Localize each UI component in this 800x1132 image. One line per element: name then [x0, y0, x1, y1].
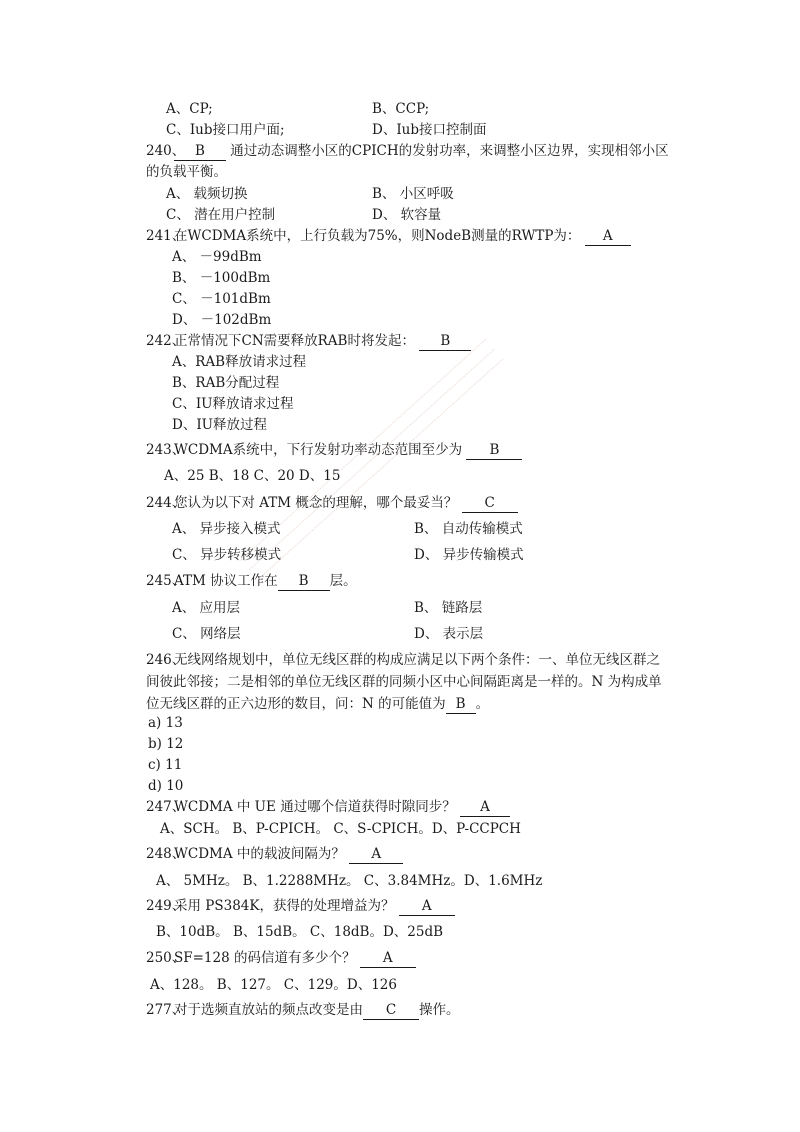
q240-option-d: D、 软容量 — [372, 207, 442, 223]
q240-answer: B — [174, 142, 226, 161]
q246-option-d: d) 10 — [148, 778, 184, 794]
q244-option-a: A、 异步接入模式 — [172, 521, 281, 537]
q240-option-a: A、 载频切换 — [166, 186, 248, 202]
q243-stem — [174, 440, 522, 460]
q243-options: A、25 B、18 C、20 D、15 — [164, 468, 341, 484]
q246-text-post: 。 — [475, 696, 490, 712]
q250-answer: A — [360, 949, 416, 968]
q248-text: WCDMA 中的载波间隔为？ — [174, 846, 345, 862]
q249-stem — [174, 896, 455, 916]
q246-text-2: 间彼此邻接；二是相邻的单位无线区群的同频小区中心间隔距离是一样的。N 为构成单 — [146, 674, 662, 690]
q244-number: 244、 — [146, 495, 186, 511]
q250-text: SF=128 的码信道有多少个？ — [174, 950, 356, 966]
q241-option-a: A、 －99dBm — [172, 249, 262, 265]
q245-answer: B — [278, 572, 330, 591]
q277-text-pre: 对于选频直放站的频点改变是由 — [174, 1002, 363, 1018]
q239-option-d: D、Iub接口控制面 — [372, 122, 487, 138]
q245-option-c: C、 网络层 — [172, 626, 241, 642]
q242-stem — [174, 331, 471, 351]
q245-option-d: D、 表示层 — [414, 626, 484, 642]
q246-option-c: c) 11 — [148, 757, 183, 773]
q246-number: 246、 — [146, 652, 186, 668]
q242-option-b: B、RAB分配过程 — [172, 375, 280, 391]
q242-option-a: A、RAB释放请求过程 — [172, 354, 307, 370]
q244-option-c: C、 异步转移模式 — [172, 547, 282, 563]
q241-option-d: D、 －102dBm — [172, 312, 272, 328]
q248-answer: A — [349, 845, 403, 864]
q240-option-b: B、 小区呼吸 — [372, 186, 454, 202]
q241-answer: A — [585, 227, 631, 246]
q249-answer: A — [399, 897, 455, 916]
q244-text: 您认为以下对 ATM 概念的理解，哪个最妥当？ — [174, 495, 458, 511]
q277-text-post: 操作。 — [419, 1002, 460, 1018]
q244-option-d: D、 异步传输模式 — [414, 547, 524, 563]
q246-text-3: 位无线区群的正六边形的数目，问：N 的可能值为 — [146, 696, 446, 712]
q242-answer: B — [419, 332, 471, 351]
q242-option-d: D、IU释放过程 — [172, 417, 268, 433]
q249-options: B、10dB。 B、15dB。 C、18dB。D、25dB — [156, 924, 444, 940]
q277-answer: C — [363, 1001, 419, 1020]
q246-answer: B — [446, 695, 476, 714]
q249-text: 采用 PS384K，获得的处理增益为？ — [174, 898, 395, 914]
q239-option-b: B、CCP; — [372, 101, 430, 117]
q246-option-b: b) 12 — [148, 736, 184, 752]
q242-option-c: C、IU释放请求过程 — [172, 396, 294, 412]
q243-answer: B — [466, 441, 522, 460]
q241-number: 241、 — [146, 228, 186, 244]
q248-number: 248、 — [146, 846, 186, 862]
q245-number: 245、 — [146, 573, 186, 589]
q241-option-b: B、 －100dBm — [172, 270, 271, 286]
q243-text: WCDMA系统中，下行发射功率动态范围至少为 — [174, 442, 463, 458]
q240-text-1: 通过动态调整小区的CPICH的发射功率，来调整小区边界，实现相邻小区 — [230, 143, 669, 159]
q250-stem — [174, 948, 416, 968]
q246-text-1: 无线网络规划中，单位无线区群的构成应满足以下两个条件：一、单位无线区群之 — [174, 652, 660, 668]
q247-stem — [174, 797, 510, 817]
q244-answer: C — [462, 494, 518, 513]
q247-text: WCDMA 中 UE 通过哪个信道获得时隙同步？ — [174, 799, 456, 815]
q247-options: A、SCH。 B、P-CPICH。 C、S-CPICH。D、P-CCPCH — [160, 821, 521, 837]
q244-option-b: B、 自动传输模式 — [414, 521, 523, 537]
q249-number: 249、 — [146, 898, 186, 914]
q247-answer: A — [460, 798, 510, 817]
q239-option-c: C、Iub接口用户面; — [166, 122, 285, 138]
q240-stem — [174, 141, 669, 161]
q242-text: 正常情况下CN需要释放RAB时将发起： — [174, 333, 415, 349]
q246-option-a: a) 13 — [148, 715, 183, 731]
q242-number: 242、 — [146, 333, 186, 349]
q245-option-a: A、 应用层 — [172, 600, 241, 616]
q240-number: 240、 — [146, 143, 186, 159]
q246-stem-3 — [146, 694, 489, 714]
q277-stem — [174, 1000, 460, 1020]
q240-option-c: C、 潜在用户控制 — [166, 207, 276, 223]
q248-options: A、 5MHz。 B、1.2288MHz。 C、3.84MHz。D、1.6MHz — [156, 873, 543, 889]
q245-text-post: 层。 — [329, 573, 357, 589]
q240-text-2: 的负载平衡。 — [146, 164, 227, 180]
q241-stem — [174, 226, 631, 246]
q241-text: 在WCDMA系统中，上行负载为75%，则NodeB测量的RWTP为： — [174, 228, 581, 244]
q250-number: 250、 — [146, 950, 186, 966]
q247-number: 247、 — [146, 799, 186, 815]
q243-number: 243、 — [146, 442, 186, 458]
q239-option-a: A、CP; — [166, 101, 213, 117]
q245-text-pre: ATM 协议工作在 — [174, 573, 278, 589]
q241-option-c: C、 －101dBm — [172, 291, 271, 307]
q277-number: 277、 — [146, 1002, 186, 1018]
q250-options: A、128。 B、127。 C、129。D、126 — [150, 977, 397, 993]
q248-stem — [174, 844, 403, 864]
q245-option-b: B、 链路层 — [414, 600, 483, 616]
